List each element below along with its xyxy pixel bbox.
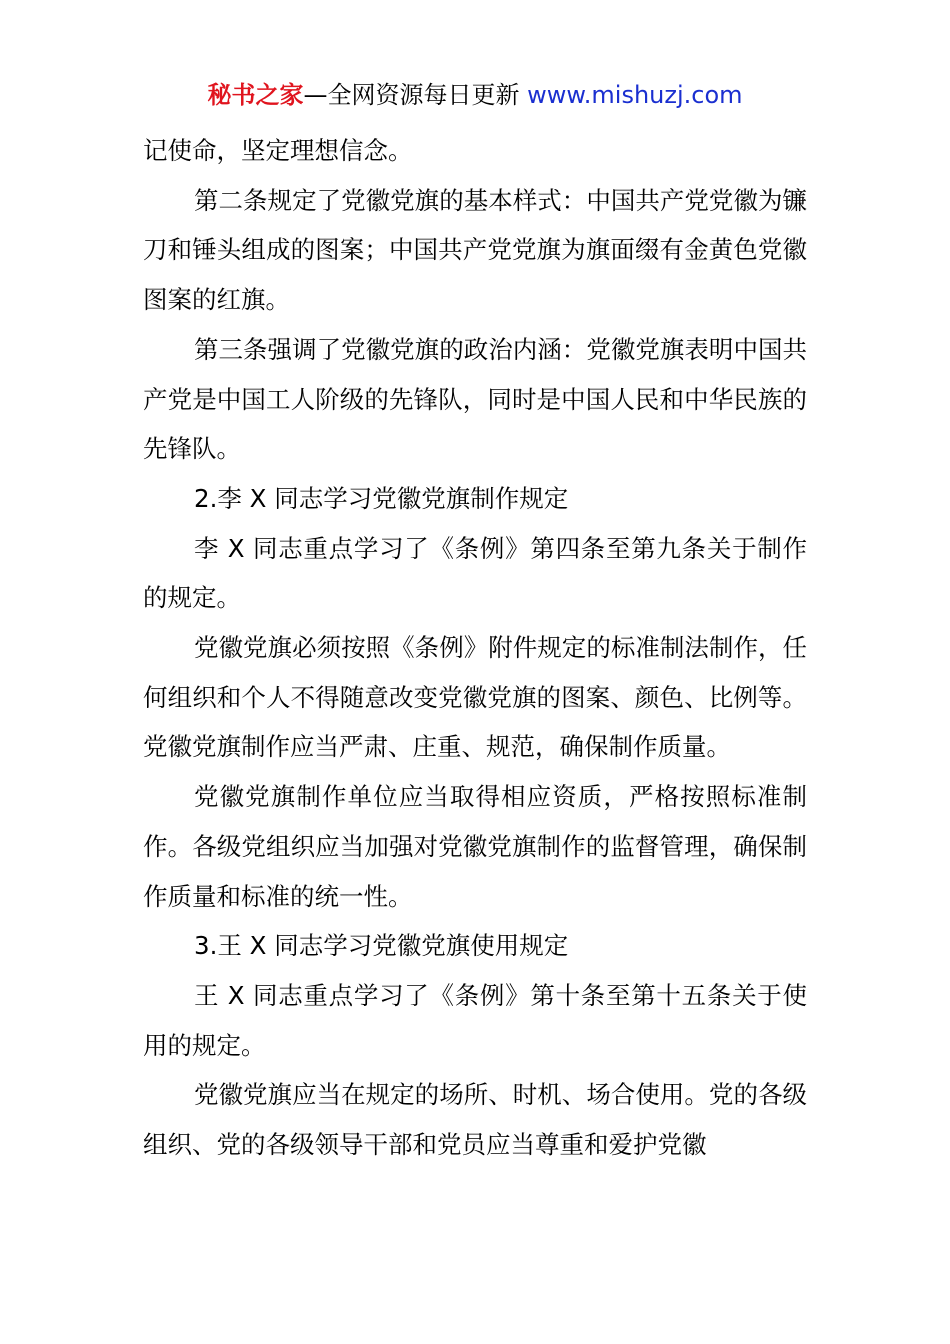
header-slogan: —全网资源每日更新 <box>303 81 528 109</box>
paragraph-article-two: 第二条规定了党徽党旗的基本样式：中国共产党党徽为镰刀和锤头组成的图案；中国共产党党旗为旗面缀有金黄色党徽图案的红旗。 <box>143 185 807 315</box>
document-body <box>143 126 807 1170</box>
page-header <box>0 78 950 112</box>
paragraph-production-standard: 党徽党旗必须按照《条例》附件规定的标准制法制作，任何组织和个人不得随意改变党徽党旗的图案、颜色、比例等。党徽党旗制作应当严肃、庄重、规范，确保制作质量。 <box>143 633 807 762</box>
paragraph-continuation: 记使命，坚定理想信念。 <box>143 136 413 165</box>
section-heading-production: 2.李 X 同志学习党徽党旗制作规定 <box>194 483 569 513</box>
site-url-link[interactable]: www.mishuzj.com <box>527 81 743 109</box>
brand-name: 秘书之家 <box>207 81 304 109</box>
paragraph-production-supervision: 党徽党旗制作单位应当取得相应资质，严格按照标准制作。各级党组织应当加强对党徽党旗制作的监督管理，确保制作质量和标准的统一性。 <box>143 782 807 911</box>
paragraph-usage-occasions: 党徽党旗应当在规定的场所、时机、场合使用。党的各级组织、党的各级领导干部和党员应当尊重和爱护党徽 <box>143 1080 807 1160</box>
paragraph-usage-intro: 王 X 同志重点学习了《条例》第十条至第十五条关于使用的规定。 <box>143 980 807 1060</box>
section-heading-usage: 3.王 X 同志学习党徽党旗使用规定 <box>194 931 569 961</box>
paragraph-article-three: 第三条强调了党徽党旗的政治内涵：党徽党旗表明中国共产党是中国工人阶级的先锋队，同时是中国人民和中华民族的先锋队。 <box>143 334 807 464</box>
paragraph-production-intro: 李 X 同志重点学习了《条例》第四条至第九条关于制作的规定。 <box>143 533 807 613</box>
